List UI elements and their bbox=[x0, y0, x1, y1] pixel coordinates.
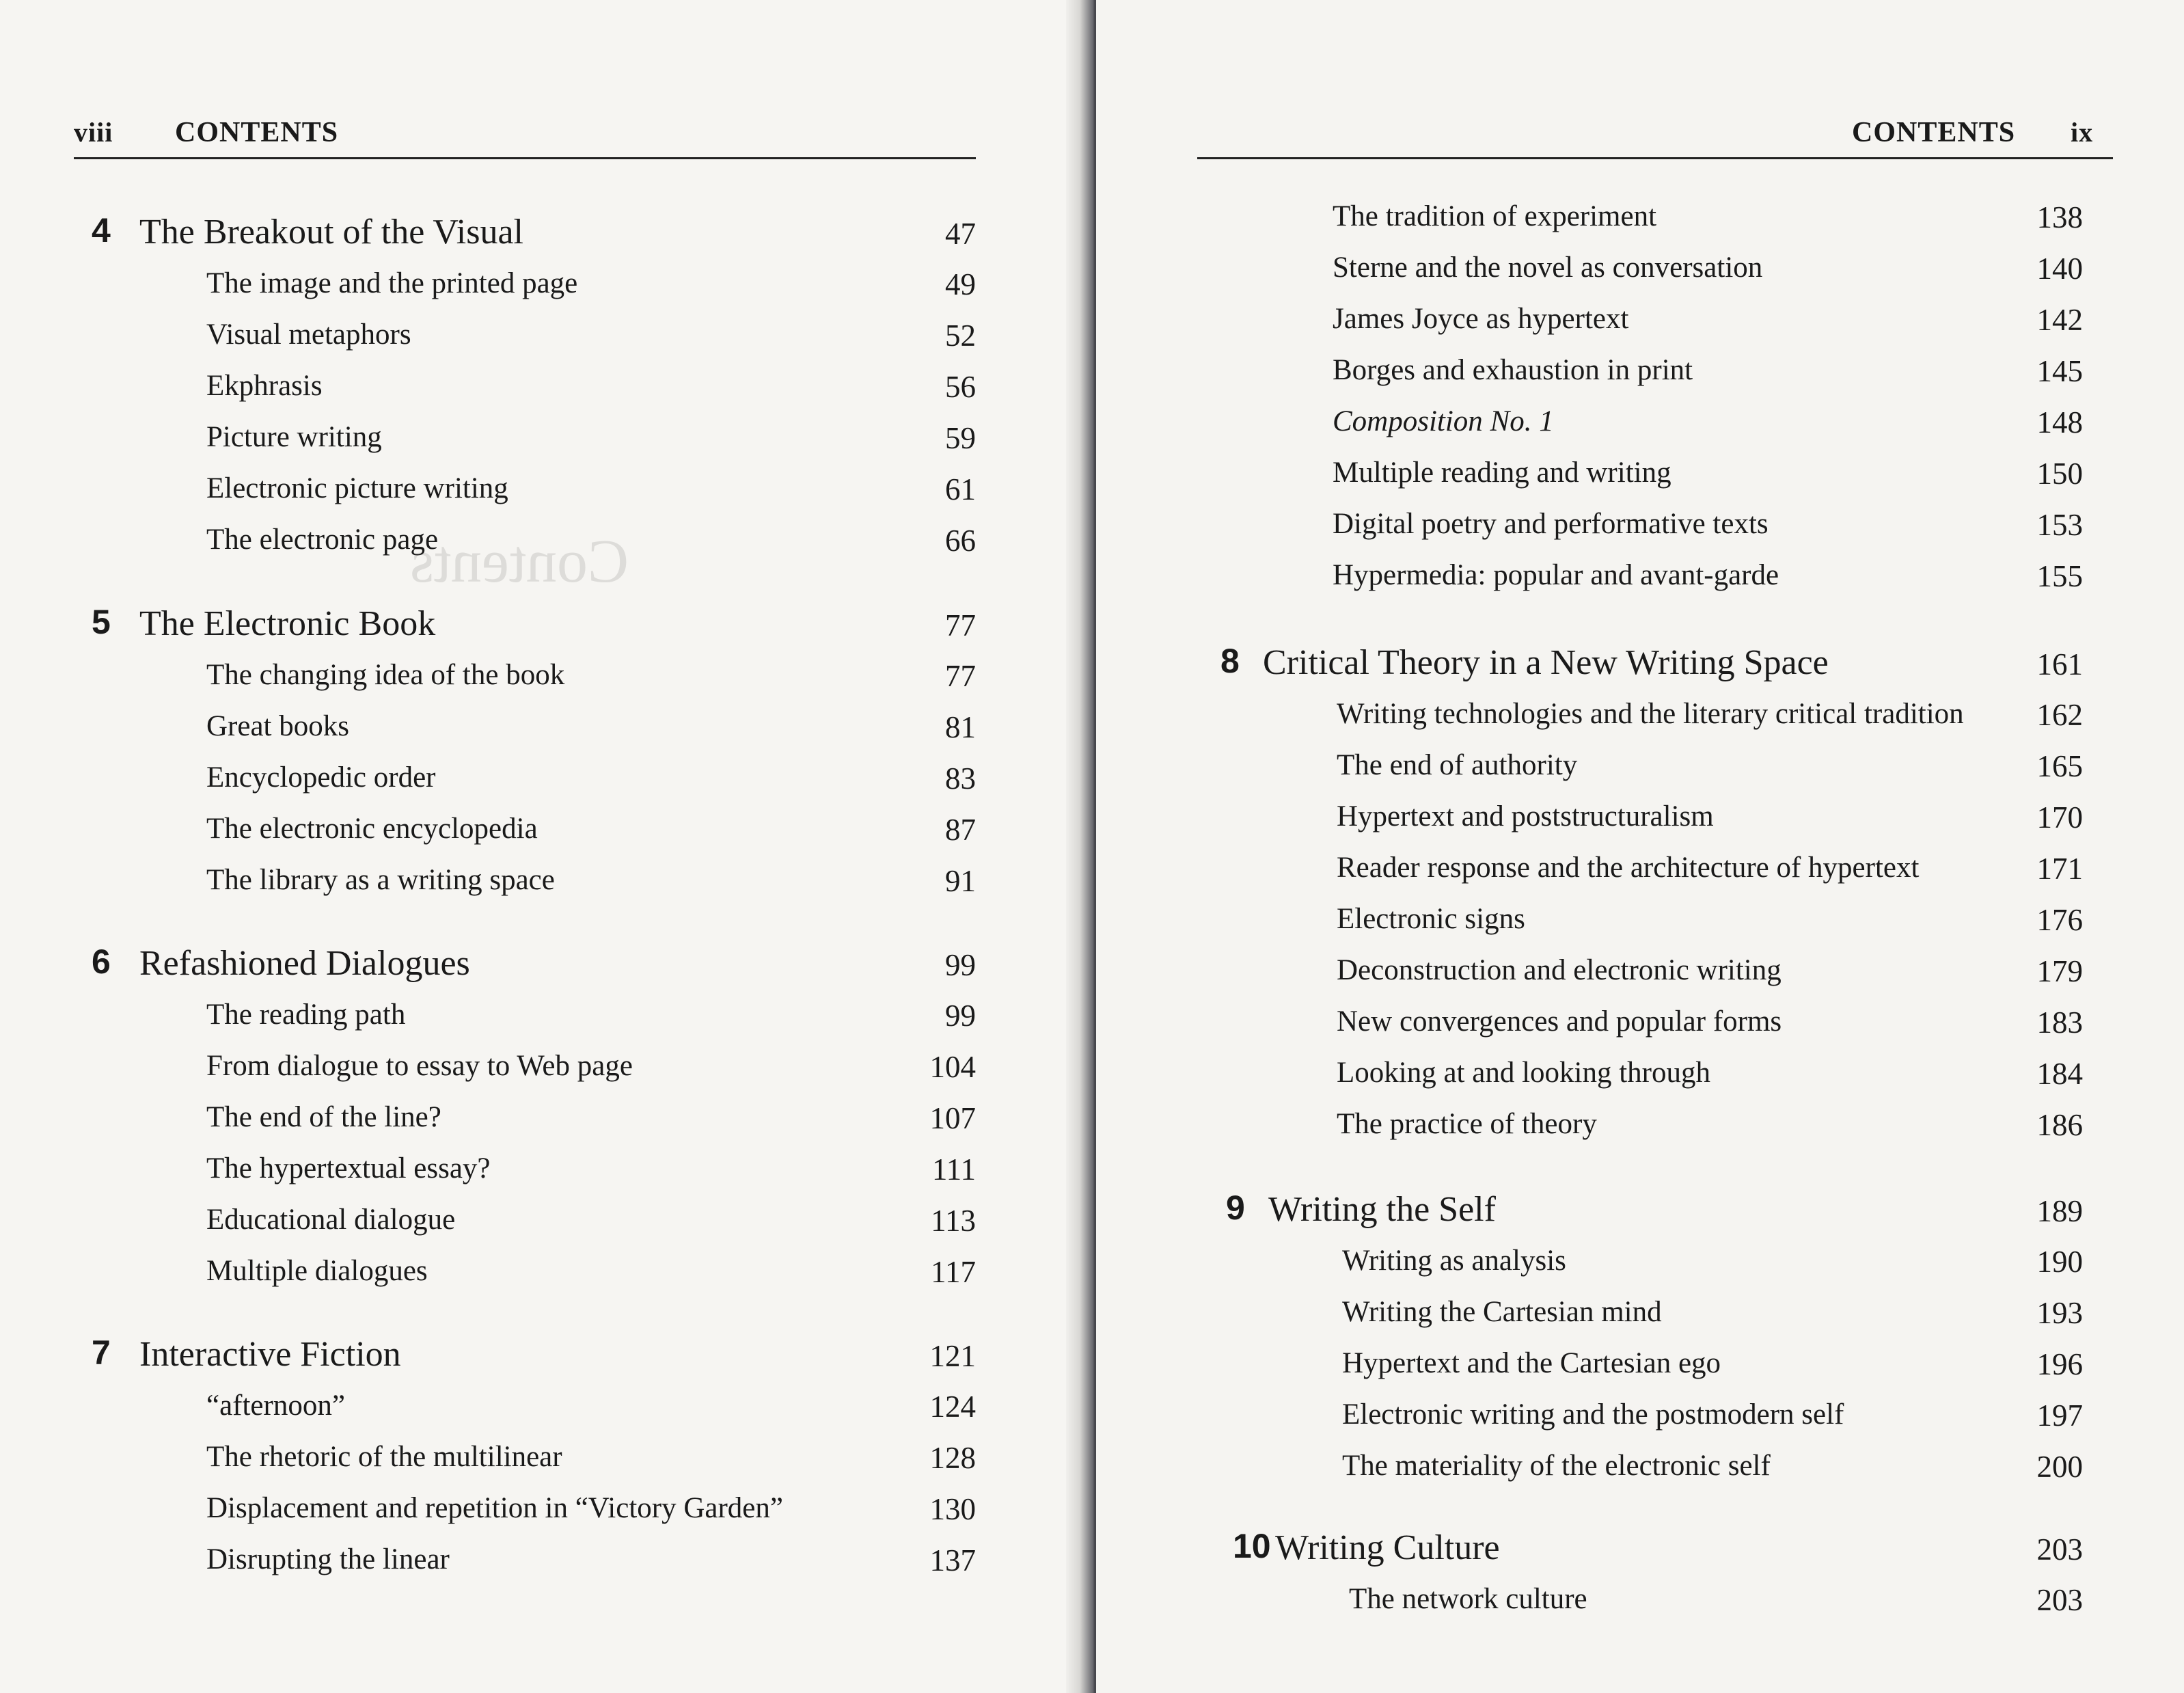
section-row bbox=[1096, 402, 2083, 453]
page-number: 142 bbox=[2036, 303, 2083, 337]
section-title: Encyclopedic order bbox=[206, 761, 436, 794]
page-number: 186 bbox=[2036, 1108, 2083, 1142]
page-number: 52 bbox=[945, 319, 976, 353]
chapter-heading-row bbox=[92, 1327, 976, 1386]
page-number: 145 bbox=[2036, 354, 2083, 388]
page-number: 176 bbox=[2036, 903, 2083, 937]
section-title: Picture writing bbox=[206, 421, 382, 453]
chapter-10 bbox=[1233, 1521, 2083, 1631]
running-head: CONTENTS bbox=[175, 117, 339, 148]
page-number: 165 bbox=[2036, 749, 2083, 783]
section-title: Disrupting the linear bbox=[206, 1543, 450, 1575]
section-title: Displacement and repetition in “Victory Garden” bbox=[206, 1492, 783, 1524]
section-row bbox=[1220, 797, 2083, 848]
section-row bbox=[92, 655, 976, 707]
section-row bbox=[1226, 1241, 2083, 1292]
page-number: 59 bbox=[945, 421, 976, 455]
page-number: 111 bbox=[931, 1152, 976, 1187]
chapter-number: 7 bbox=[92, 1333, 111, 1372]
section-row bbox=[1096, 351, 2083, 402]
page-number: 153 bbox=[2036, 508, 2083, 542]
page-number: 107 bbox=[929, 1101, 976, 1135]
section-title: The hypertextual essay? bbox=[206, 1152, 491, 1184]
page-number: 130 bbox=[929, 1492, 976, 1526]
section-title: Reader response and the architecture of hypertext bbox=[1337, 852, 1920, 884]
page-number: 104 bbox=[929, 1050, 976, 1084]
page-number: 49 bbox=[945, 267, 976, 301]
section-row bbox=[92, 315, 976, 366]
section-row bbox=[92, 366, 976, 418]
book-gutter bbox=[1066, 0, 1100, 1693]
section-row bbox=[92, 264, 976, 315]
section-row bbox=[92, 1149, 976, 1200]
chapter-9 bbox=[1226, 1182, 2083, 1498]
chapter-5 bbox=[92, 597, 976, 912]
section-row bbox=[1226, 1292, 2083, 1344]
section-row bbox=[1096, 299, 2083, 351]
page-number: 113 bbox=[931, 1204, 976, 1238]
chapter-title: Critical Theory in a New Writing Space bbox=[1263, 643, 1829, 682]
section-title: Visual metaphors bbox=[206, 319, 411, 351]
right-page bbox=[1096, 0, 2184, 1693]
page-number: 200 bbox=[2036, 1450, 2083, 1484]
page-number: 161 bbox=[2036, 647, 2083, 681]
section-title: The practice of theory bbox=[1337, 1108, 1597, 1140]
section-row bbox=[92, 1386, 976, 1437]
section-title: From dialogue to essay to Web page bbox=[206, 1050, 633, 1082]
section-title: Electronic writing and the postmodern self bbox=[1342, 1398, 1844, 1431]
section-row bbox=[1226, 1395, 2083, 1446]
page-number: 137 bbox=[929, 1543, 976, 1577]
page-number: 77 bbox=[945, 608, 976, 642]
show-through-text: Contents bbox=[410, 528, 629, 595]
section-row bbox=[1096, 556, 2083, 607]
section-row bbox=[92, 995, 976, 1046]
chapter-title: Refashioned Dialogues bbox=[139, 944, 470, 983]
section-title: The end of authority bbox=[1337, 749, 1578, 781]
section-row bbox=[92, 809, 976, 861]
section-title: The network culture bbox=[1349, 1583, 1587, 1615]
section-title: Writing as analysis bbox=[1342, 1245, 1566, 1277]
page-number: 193 bbox=[2036, 1296, 2083, 1330]
chapter-heading-row bbox=[92, 205, 976, 264]
section-title: The library as a writing space bbox=[206, 864, 555, 896]
section-title: The materiality of the electronic self bbox=[1342, 1450, 1771, 1482]
page-number: 87 bbox=[945, 813, 976, 847]
page-number: 121 bbox=[929, 1339, 976, 1373]
section-row bbox=[92, 758, 976, 809]
section-title: Writing technologies and the literary critical tradition bbox=[1337, 698, 1964, 730]
chapter-heading-row bbox=[1233, 1521, 2083, 1580]
page-number: 117 bbox=[931, 1255, 976, 1289]
section-title: Multiple reading and writing bbox=[1333, 457, 1671, 489]
page-number: 138 bbox=[2036, 200, 2083, 234]
section-title: The end of the line? bbox=[206, 1101, 441, 1133]
page-number: 140 bbox=[2036, 252, 2083, 286]
section-row bbox=[1220, 848, 2083, 899]
chapter-6 bbox=[92, 936, 976, 1303]
page-number: 99 bbox=[945, 999, 976, 1033]
page-number: 170 bbox=[2036, 800, 2083, 835]
chapter-title: The Breakout of the Visual bbox=[139, 213, 523, 252]
page-number: 196 bbox=[2036, 1347, 2083, 1381]
page-number: 183 bbox=[2036, 1005, 2083, 1040]
page-number: 203 bbox=[2036, 1532, 2083, 1567]
section-row bbox=[92, 707, 976, 758]
section-row bbox=[1096, 504, 2083, 556]
section-title: Deconstruction and electronic writing bbox=[1337, 954, 1782, 986]
section-row bbox=[1220, 1105, 2083, 1156]
section-row bbox=[1226, 1446, 2083, 1498]
section-row bbox=[92, 418, 976, 469]
section-title: The electronic encyclopedia bbox=[206, 813, 538, 845]
section-row bbox=[92, 1489, 976, 1540]
chapter-number: 4 bbox=[92, 211, 111, 249]
section-title: Looking at and looking through bbox=[1337, 1057, 1710, 1089]
chapter-number: 5 bbox=[92, 603, 111, 641]
header-rule bbox=[1197, 157, 2113, 159]
chapter-8 bbox=[1220, 636, 2083, 1156]
section-row bbox=[92, 520, 976, 571]
section-row bbox=[1096, 248, 2083, 299]
section-title: The tradition of experiment bbox=[1333, 200, 1657, 232]
section-title: Great books bbox=[206, 710, 349, 742]
section-row bbox=[1220, 951, 2083, 1002]
section-title: The electronic page bbox=[206, 524, 439, 556]
page-folio: viii bbox=[74, 117, 113, 148]
section-row bbox=[92, 1540, 976, 1591]
page-number: 56 bbox=[945, 370, 976, 404]
page-number: 61 bbox=[945, 472, 976, 506]
section-title: Hypertext and poststructuralism bbox=[1337, 800, 1714, 832]
section-row bbox=[1096, 453, 2083, 504]
section-row bbox=[1220, 746, 2083, 797]
section-row bbox=[1226, 1344, 2083, 1395]
page-number: 83 bbox=[945, 761, 976, 796]
page-number: 66 bbox=[945, 524, 976, 558]
page-number: 197 bbox=[2036, 1398, 2083, 1433]
section-row bbox=[92, 469, 976, 520]
section-title: New convergences and popular forms bbox=[1337, 1005, 1782, 1038]
section-row bbox=[92, 1098, 976, 1149]
section-row bbox=[1220, 899, 2083, 951]
section-title: Electronic signs bbox=[1337, 903, 1525, 935]
left-page bbox=[0, 0, 1085, 1693]
section-row bbox=[92, 1046, 976, 1098]
chapter-number: 9 bbox=[1226, 1189, 1245, 1227]
section-title: Electronic picture writing bbox=[206, 472, 508, 504]
chapter-4 bbox=[92, 205, 976, 571]
section-title: Sterne and the novel as conversation bbox=[1333, 252, 1763, 284]
page-number: 124 bbox=[929, 1390, 976, 1424]
section-row bbox=[1220, 1053, 2083, 1105]
chapter-title: The Electronic Book bbox=[139, 604, 436, 643]
chapter-heading-row bbox=[1226, 1182, 2083, 1241]
chapter-title: Writing Culture bbox=[1275, 1528, 1500, 1567]
chapter-heading-row bbox=[1220, 636, 2083, 694]
page-number: 77 bbox=[945, 659, 976, 693]
chapter-title: Writing the Self bbox=[1268, 1190, 1496, 1229]
section-title: The image and the printed page bbox=[206, 267, 578, 299]
section-row bbox=[1233, 1580, 2083, 1631]
section-title: Multiple dialogues bbox=[206, 1255, 428, 1287]
page-number: 148 bbox=[2036, 405, 2083, 439]
page-number: 150 bbox=[2036, 457, 2083, 491]
page-number: 91 bbox=[945, 864, 976, 898]
page-number: 189 bbox=[2036, 1194, 2083, 1228]
chapter-heading-row bbox=[92, 597, 976, 655]
page-folio: ix bbox=[2071, 117, 2094, 148]
page-number: 190 bbox=[2036, 1245, 2083, 1279]
chapter-number: 8 bbox=[1220, 642, 1240, 680]
section-title: Digital poetry and performative texts bbox=[1333, 508, 1769, 540]
section-title: “afternoon” bbox=[206, 1390, 345, 1422]
section-title: James Joyce as hypertext bbox=[1333, 303, 1629, 335]
page-number: 47 bbox=[945, 217, 976, 251]
chapter-7 bbox=[92, 1327, 976, 1591]
page-number: 171 bbox=[2036, 852, 2083, 886]
page-number: 155 bbox=[2036, 559, 2083, 593]
chapter-7-continued bbox=[1096, 197, 2083, 607]
chapter-number: 10 bbox=[1233, 1527, 1271, 1565]
page-number: 81 bbox=[945, 710, 976, 744]
section-row bbox=[92, 1437, 976, 1489]
section-title: Hypermedia: popular and avant-garde bbox=[1333, 559, 1779, 591]
section-title: Borges and exhaustion in print bbox=[1333, 354, 1693, 386]
page-number: 99 bbox=[945, 948, 976, 982]
section-title: Educational dialogue bbox=[206, 1204, 456, 1236]
page-number: 184 bbox=[2036, 1057, 2083, 1091]
page-number: 162 bbox=[2036, 698, 2083, 732]
header-rule bbox=[74, 157, 976, 159]
chapter-heading-row bbox=[92, 936, 976, 995]
section-title: Ekphrasis bbox=[206, 370, 323, 402]
running-head: CONTENTS bbox=[1852, 117, 2016, 148]
chapter-title: Interactive Fiction bbox=[139, 1335, 401, 1374]
section-title: Composition No. 1 bbox=[1333, 405, 1554, 437]
chapter-number: 6 bbox=[92, 943, 111, 981]
page-number: 128 bbox=[929, 1441, 976, 1475]
section-title: The reading path bbox=[206, 999, 406, 1031]
section-row bbox=[92, 1251, 976, 1303]
section-row bbox=[1220, 1002, 2083, 1053]
section-row bbox=[92, 861, 976, 912]
section-title: Hypertext and the Cartesian ego bbox=[1342, 1347, 1721, 1379]
section-row bbox=[1096, 197, 2083, 248]
page-number: 179 bbox=[2036, 954, 2083, 988]
section-title: The rhetoric of the multilinear bbox=[206, 1441, 562, 1473]
section-title: Writing the Cartesian mind bbox=[1342, 1296, 1662, 1328]
section-title: The changing idea of the book bbox=[206, 659, 565, 691]
section-row bbox=[1220, 694, 2083, 746]
page-number: 203 bbox=[2036, 1583, 2083, 1617]
section-row bbox=[92, 1200, 976, 1251]
